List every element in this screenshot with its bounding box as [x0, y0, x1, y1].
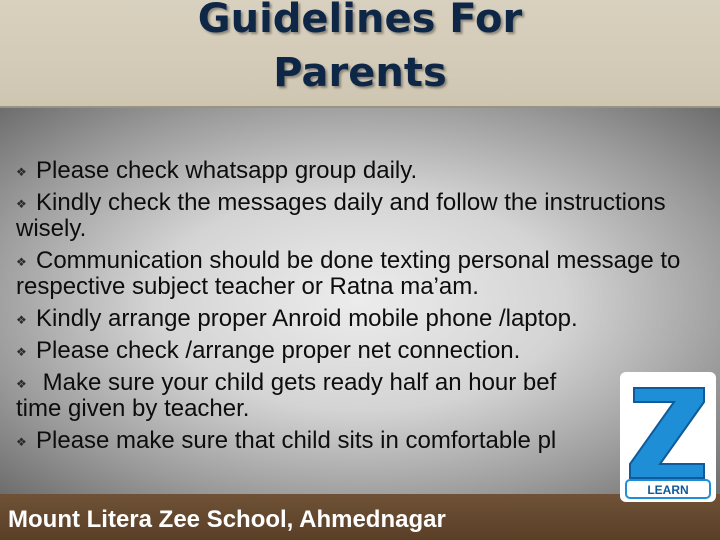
list-item: ❖ Please check whatsapp group daily.: [16, 157, 418, 184]
list-item: ❖ Please make sure that child sits in comfortable pl: [16, 427, 557, 454]
diamond-bullet-icon: ❖: [16, 313, 27, 327]
logo-wordmark: LEARN: [647, 483, 689, 497]
list-item-continuation: time given by teacher.: [16, 395, 250, 422]
diamond-bullet-icon: ❖: [16, 197, 27, 211]
diamond-bullet-icon: ❖: [16, 345, 27, 359]
diamond-bullet-icon: ❖: [16, 165, 27, 179]
title-banner: [0, 0, 720, 108]
zee-learn-logo: [620, 372, 716, 502]
title-line-1: Guidelines For: [197, 0, 523, 42]
list-item: ❖ Kindly arrange proper Anroid mobile phone /laptop.: [16, 305, 578, 332]
z-mark-icon: [630, 388, 704, 478]
diamond-bullet-icon: ❖: [16, 255, 27, 269]
guidelines-list: [16, 158, 716, 460]
content-panel: [0, 108, 720, 494]
slide-title: [150, 0, 570, 100]
list-item: ❖ Kindly check the messages daily and follow the instructions wisely.: [16, 189, 666, 242]
list-item: ❖ Communication should be done texting personal message to respective subject teacher or Ratna ma’am.: [16, 247, 681, 300]
list-item: ❖ Make sure your child gets ready half an hour bef: [16, 369, 557, 396]
diamond-bullet-icon: ❖: [16, 435, 27, 449]
title-line-2: Parents: [273, 50, 447, 96]
diamond-bullet-icon: ❖: [16, 377, 27, 391]
school-name: Mount Litera Zee School, Ahmednagar: [8, 506, 446, 533]
list-item: ❖ Please check /arrange proper net connection.: [16, 337, 521, 364]
footer-bar: [0, 494, 720, 540]
